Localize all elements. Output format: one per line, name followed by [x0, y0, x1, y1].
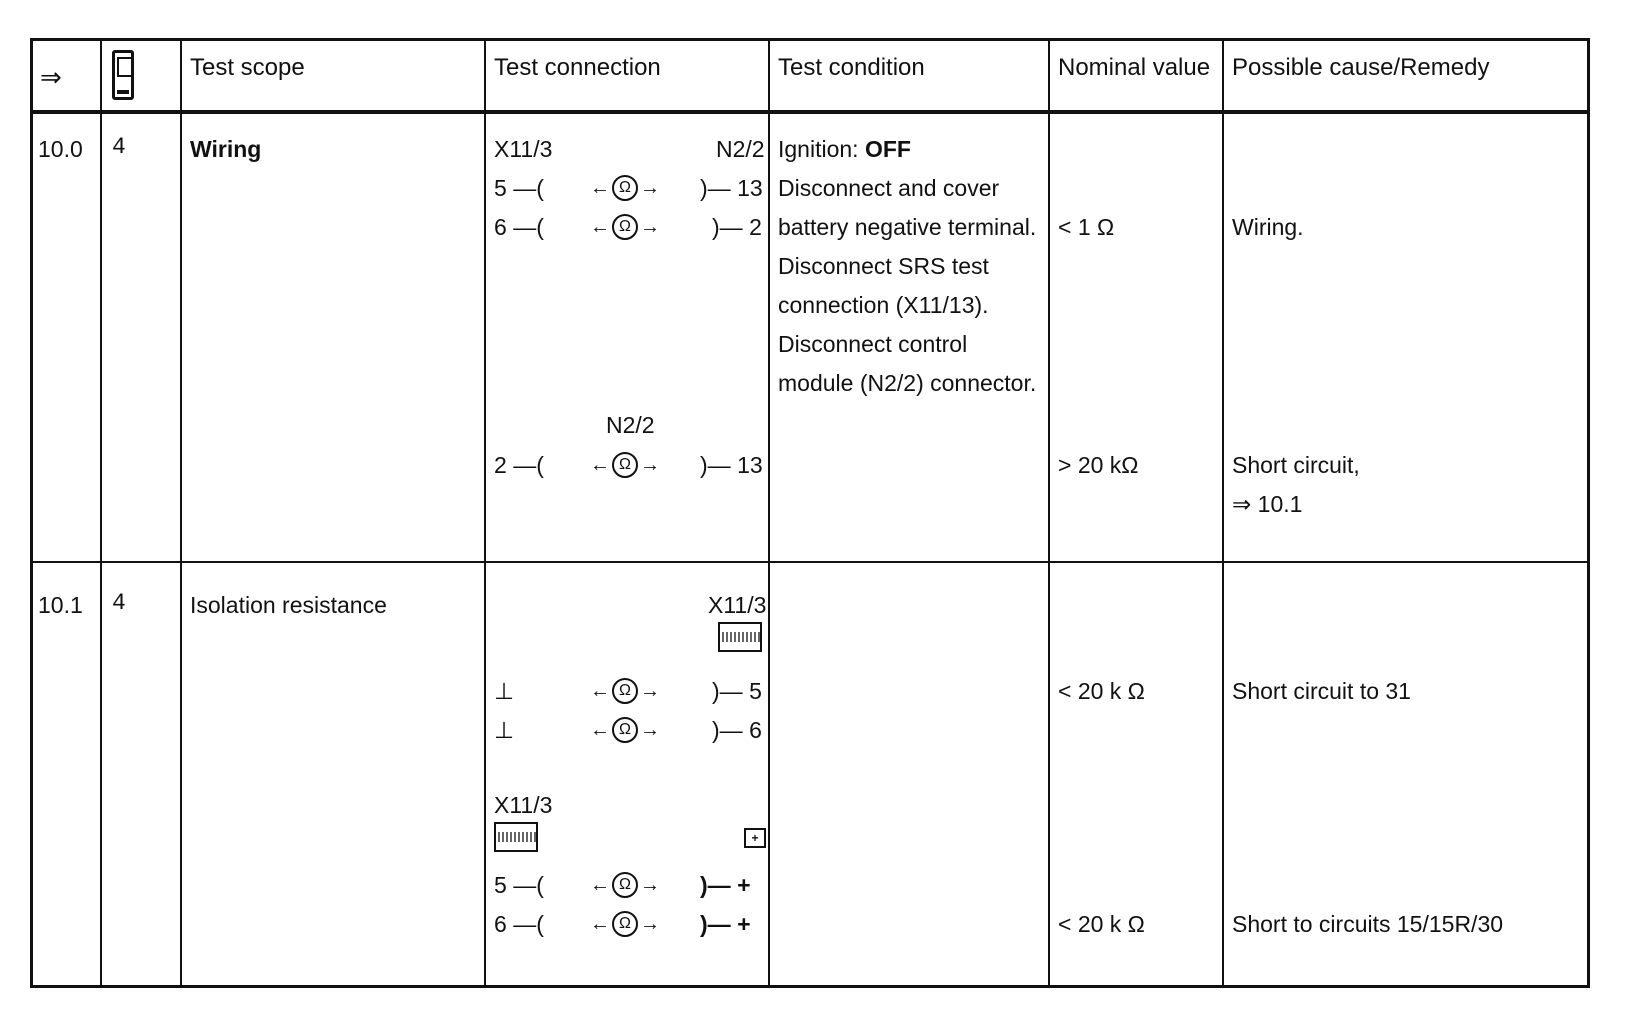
conn-pin-left: 2 —(	[494, 452, 544, 478]
nominal-value: < 20 k Ω	[1058, 911, 1145, 937]
conn-pin-right: )— 13	[700, 452, 763, 478]
conn-pin-left: 5 —(	[494, 872, 544, 898]
conn-pin-left: 5 —(	[494, 175, 544, 201]
conn-pin-right: )— 13	[700, 175, 763, 201]
header-test-scope: Test scope	[190, 54, 305, 81]
cause-text: Short to circuits 15/15R/30	[1232, 911, 1504, 937]
header-nominal-value: Nominal value	[1058, 54, 1211, 81]
nominal-value: < 1 Ω	[1058, 214, 1115, 240]
col-divider	[768, 38, 770, 988]
row-10-0-code: 4	[112, 134, 126, 160]
row-10-1-code: 4	[112, 590, 126, 616]
ohmmeter-icon: ← Ω →	[590, 717, 660, 743]
conn-pin-right: )— +	[700, 872, 751, 898]
nominal-value: > 20 kΩ	[1058, 452, 1139, 478]
conn-pin-right: )— 6	[712, 717, 762, 743]
condition-line: Disconnect SRS test	[778, 253, 989, 279]
row-10-0-step: 10.0	[38, 136, 83, 162]
col-divider	[1048, 38, 1050, 988]
connector-icon	[494, 822, 538, 857]
conn-label-x11-3-top: X11/3	[708, 592, 767, 618]
condition-line: battery negative terminal.	[778, 214, 1037, 240]
ohmmeter-icon: ← Ω →	[590, 214, 660, 240]
row-10-1-scope: Isolation resistance	[190, 592, 387, 618]
ohmmeter-icon: ← Ω →	[590, 911, 660, 937]
conn-label-x11-3-left: X11/3	[494, 792, 553, 818]
condition-ignition: Ignition: OFF	[778, 136, 911, 162]
ohmmeter-icon: ← Ω →	[590, 678, 660, 704]
row-10-1-step: 10.1	[38, 592, 83, 618]
ohmmeter-icon: ← Ω →	[590, 872, 660, 898]
ground-symbol: ⊥	[494, 717, 515, 743]
cause-link[interactable]: ⇒ 10.1	[1232, 491, 1303, 517]
condition-line: Disconnect control	[778, 331, 968, 357]
ohmmeter-icon: ← Ω →	[590, 452, 660, 478]
conn-label-n2-2: N2/2	[716, 136, 765, 162]
cause-text: Short circuit to 31	[1232, 678, 1411, 704]
conn-pin-right: )— 2	[712, 214, 762, 240]
conn-label-x11-3: X11/3	[494, 136, 553, 162]
condition-line: module (N2/2) connector.	[778, 370, 1037, 396]
col-divider	[180, 38, 182, 988]
header-divider	[30, 110, 1590, 114]
col-divider	[484, 38, 486, 988]
condition-line: Disconnect and cover	[778, 175, 1000, 201]
header-possible-cause: Possible cause/Remedy	[1232, 54, 1490, 81]
conn-pin-right: )— +	[700, 911, 751, 937]
tester-icon	[112, 50, 134, 100]
header-test-condition: Test condition	[778, 54, 925, 81]
header-arrow: ⇒	[40, 62, 62, 92]
ohmmeter-icon: ← Ω →	[590, 175, 660, 201]
battery-icon: +	[744, 828, 766, 848]
ground-symbol: ⊥	[494, 678, 515, 704]
cause-text: Wiring.	[1232, 214, 1304, 240]
conn-pin-right: )— 5	[712, 678, 762, 704]
cause-text: Short circuit,	[1232, 452, 1360, 478]
col-divider	[100, 38, 102, 988]
row-divider	[30, 561, 1590, 563]
connector-icon	[718, 622, 762, 657]
condition-line: connection (X11/13).	[778, 292, 989, 318]
nominal-value: < 20 k Ω	[1058, 678, 1145, 704]
conn-pin-left: 6 —(	[494, 214, 544, 240]
row-10-0-scope: Wiring	[190, 136, 262, 162]
col-divider	[1222, 38, 1224, 988]
conn-label-n2-2-mid: N2/2	[606, 412, 655, 438]
conn-pin-left: 6 —(	[494, 911, 544, 937]
header-test-connection: Test connection	[494, 54, 661, 81]
